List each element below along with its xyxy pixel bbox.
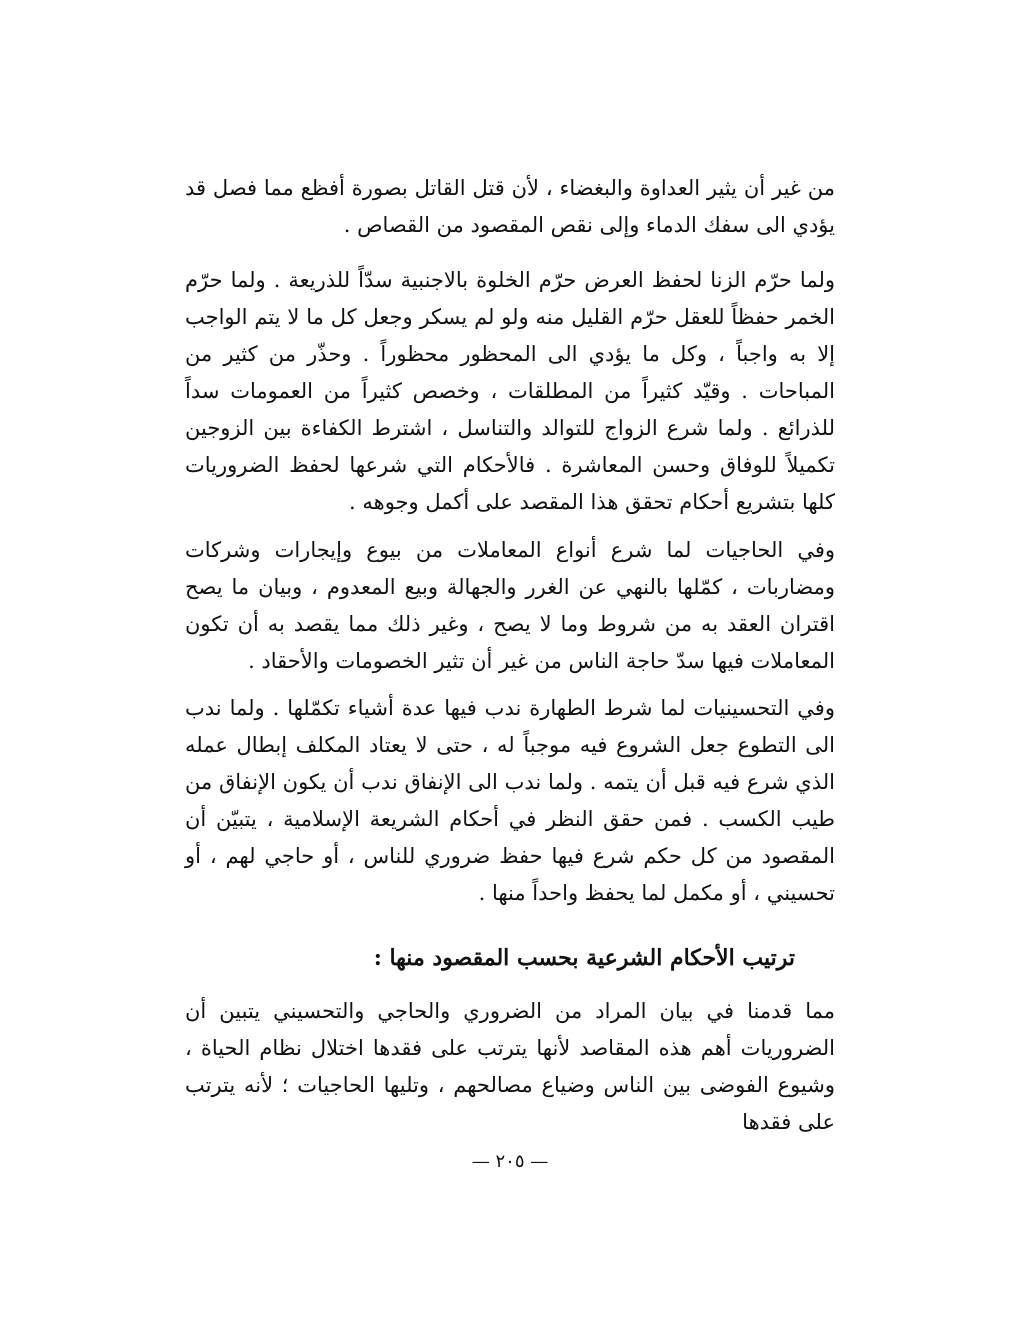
paragraph-1: من غير أن يثير العداوة والبغضاء ، لأن قتل القاتل بصورة أفظع مما فصل قد يؤدي الى سفك الدماء وإلى نقص المقصود من القصاص .: [185, 176, 835, 237]
paragraph-3: وفي الحاجيات لما شرع أنواع المعاملات من بيوع وإيجارات وشركات ومضاربات ، كمّلها بالنهي عن الغرر والجهالة وبيع المعدوم ، وبيان ما يصح اقتران العقد به من شروط وما لا يصح ، وغير ذلك مما يقصد به أن تكون المعاملات فيها سدّ حاجة الناس من غير أن تثير الخصومات والأحقاد .: [185, 538, 835, 673]
page-number: — ٢٠٥ —: [471, 1151, 549, 1172]
paragraph-5: مما قدمنا في بيان المراد من الضروري والحاجي والتحسيني يتبين أن الضروريات أهم هذه المقاصد لأنها يترتب على فقدها اختلال نظام الحياة ، وشيوع الفوضى بين الناس وضياع مصالحهم ، وتليها الحاجيات ؛ لأنه يترتب على فقدها: [185, 999, 835, 1134]
paragraph-4: وفي التحسينيات لما شرط الطهارة ندب فيها عدة أشياء تكمّلها . ولما ندب الى التطوع جعل الشروع فيه موجباً له ، حتى لا يعتاد المكلف إبطال عمله الذي شرع فيه قبل أن يتمه . ولما ندب الى الإنفاق ندب أن يكون الإنفاق من طيب الكسب . فمن حقق النظر في أحكام الشريعة الإسلامية ، يتبيّن أن المقصود من كل حكم شرع فيها حفظ ضروري للناس ، أو حاجي لهم ، أو تحسيني ، أو مكمل لما يحفظ واحداً منها .: [185, 696, 835, 905]
paragraph-2: ولما حرّم الزنا لحفظ العرض حرّم الخلوة بالاجنبية سدّاً للذريعة . ولما حرّم الخمر حفظاً للعقل حرّم القليل منه ولو لم يسكر وجعل كل ما لا يتم الواجب إلا به واجباً ، وكل ما يؤدي الى المحظور محظوراً . وحذّر من كثير من المباحات . وقيّد كثيراً من المطلقات ، وخصص كثيراً من العمومات سداً للذرائع . ولما شرع الزواج للتوالد والتناسل ، اشترط الكفاءة بين الزوجين تكميلاً للوفاق وحسن المعاشرة . فالأحكام التي شرعها لحفظ الضروريات كلها بتشريع أحكام تحقق هذا المقصد على أكمل وجوهه .: [185, 268, 835, 514]
section-heading: ترتيب الأحكام الشرعية بحسب المقصود منها :: [373, 945, 795, 971]
